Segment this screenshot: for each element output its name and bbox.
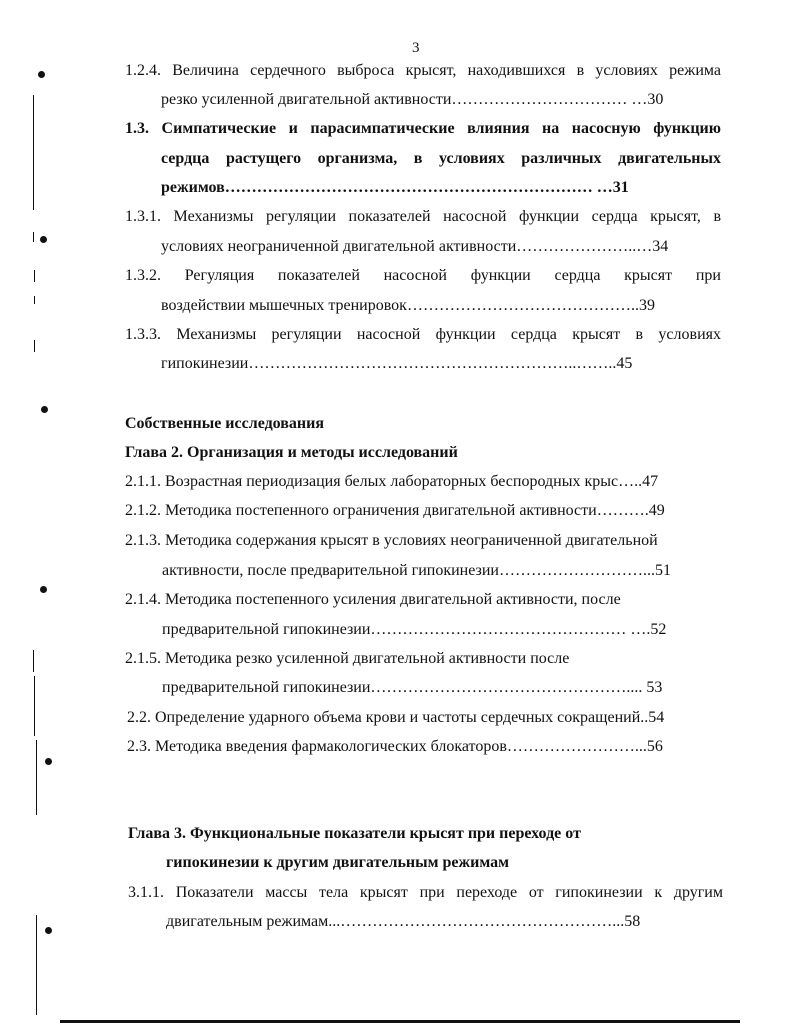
toc-entry-1-3-3-line2: гипокинезии……………………………………………………..……..45 (161, 355, 633, 372)
toc-entry-1-3-1-line1: 1.3.1. Механизмы регуляции показателей насосной функции сердца крысят, в (125, 208, 721, 225)
scan-line (34, 340, 35, 352)
scan-line (34, 270, 35, 282)
chapter-3-heading-line2: гипокинезии к другим двигательным режимам (166, 854, 510, 871)
scan-line (34, 296, 35, 304)
toc-entry-2-1-4-line1: 2.1.4. Методика постепенного усиления двигательной активности, после (125, 591, 621, 608)
toc-entry-2-1-2: 2.1.2. Методика постепенного ограничения двигательной активности……….49 (125, 502, 665, 519)
scan-mark (40, 586, 47, 593)
toc-entry-3-1-1-line1: 3.1.1. Показатели массы тела крысят при переходе от гипокинезии к другим (128, 884, 723, 901)
scan-line (36, 915, 37, 1015)
scan-line (33, 95, 34, 210)
scan-mark (45, 927, 52, 934)
scan-mark (40, 236, 47, 243)
toc-entry-1-3-line3-text: режимов…………………………………………………………… …31 (161, 179, 629, 196)
toc-entry-2-1-3-line2: активности, после предварительной гипокинезии………………………...51 (162, 562, 671, 579)
toc-entry-2-1-4-line2: предварительной гипокинезии………………………………………… ….52 (162, 621, 667, 638)
toc-entry-2-2: 2.2. Определение ударного объема крови и частоты сердечных сокращений..54 (127, 709, 665, 726)
toc-entry-1-3-line2: сердца растущего организма, в условиях различных двигательных (161, 150, 721, 167)
toc-entry-2-1-5-line2: предварительной гипокинезии………………………………………….... 53 (162, 679, 663, 696)
toc-entry-2-1-5-line1: 2.1.5. Методика резко усиленной двигательной активности после (125, 650, 570, 667)
page-number: 3 (412, 40, 420, 56)
toc-entry-3-1-1-line2: двигательным режимам...……………………………………………...58 (166, 913, 641, 930)
toc-entry-1-3-line3 (161, 178, 629, 198)
toc-entry-1-2-4-line2: резко усиленной двигательной активности…………………………… …30 (161, 91, 664, 108)
toc-entry-2-1-3-line1: 2.1.3. Методика содержания крысят в условиях неограниченной двигательной (125, 532, 658, 549)
chapter-3-heading-line1: Глава 3. Функциональные показатели крысят при переходе от (128, 825, 581, 842)
toc-entry-1-3-line1: 1.3. Симпатические и парасимпатические влияния на насосную функцию (125, 120, 721, 137)
section-heading-own-research: Собственные исследования (125, 415, 325, 432)
bottom-rule (60, 1020, 740, 1023)
scan-mark (38, 71, 45, 78)
scan-line (34, 676, 35, 736)
toc-entry-2-1-1: 2.1.1. Возрастная периодизация белых лабораторных беспородных крыс…..47 (125, 473, 659, 490)
scan-mark (45, 758, 52, 765)
toc-entry-2-3: 2.3. Методика введения фармакологических блокаторов……………………...56 (127, 738, 663, 755)
scan-line (33, 650, 34, 672)
toc-entry-1-3-3-line1: 1.3.3. Механизмы регуляции насосной функции сердца крысят в условиях (125, 326, 721, 343)
toc-entry-1-2-4-line1: 1.2.4. Величина сердечного выброса крысят, находившихся в условиях режима (125, 62, 721, 79)
scan-line (33, 232, 34, 242)
toc-entry-1-3-1-line2: условиях неограниченной двигательной активности…………………..…34 (161, 238, 669, 255)
toc-entry-1-3-2-line2: воздействии мышечных тренировок……………………………………..39 (161, 297, 655, 314)
scan-line (36, 740, 37, 815)
scan-mark (41, 406, 48, 413)
toc-entry-1-3-2-line1: 1.3.2. Регуляция показателей насосной функции сердца крысят при (125, 267, 721, 284)
chapter-2-heading: Глава 2. Организация и методы исследований (125, 444, 458, 461)
